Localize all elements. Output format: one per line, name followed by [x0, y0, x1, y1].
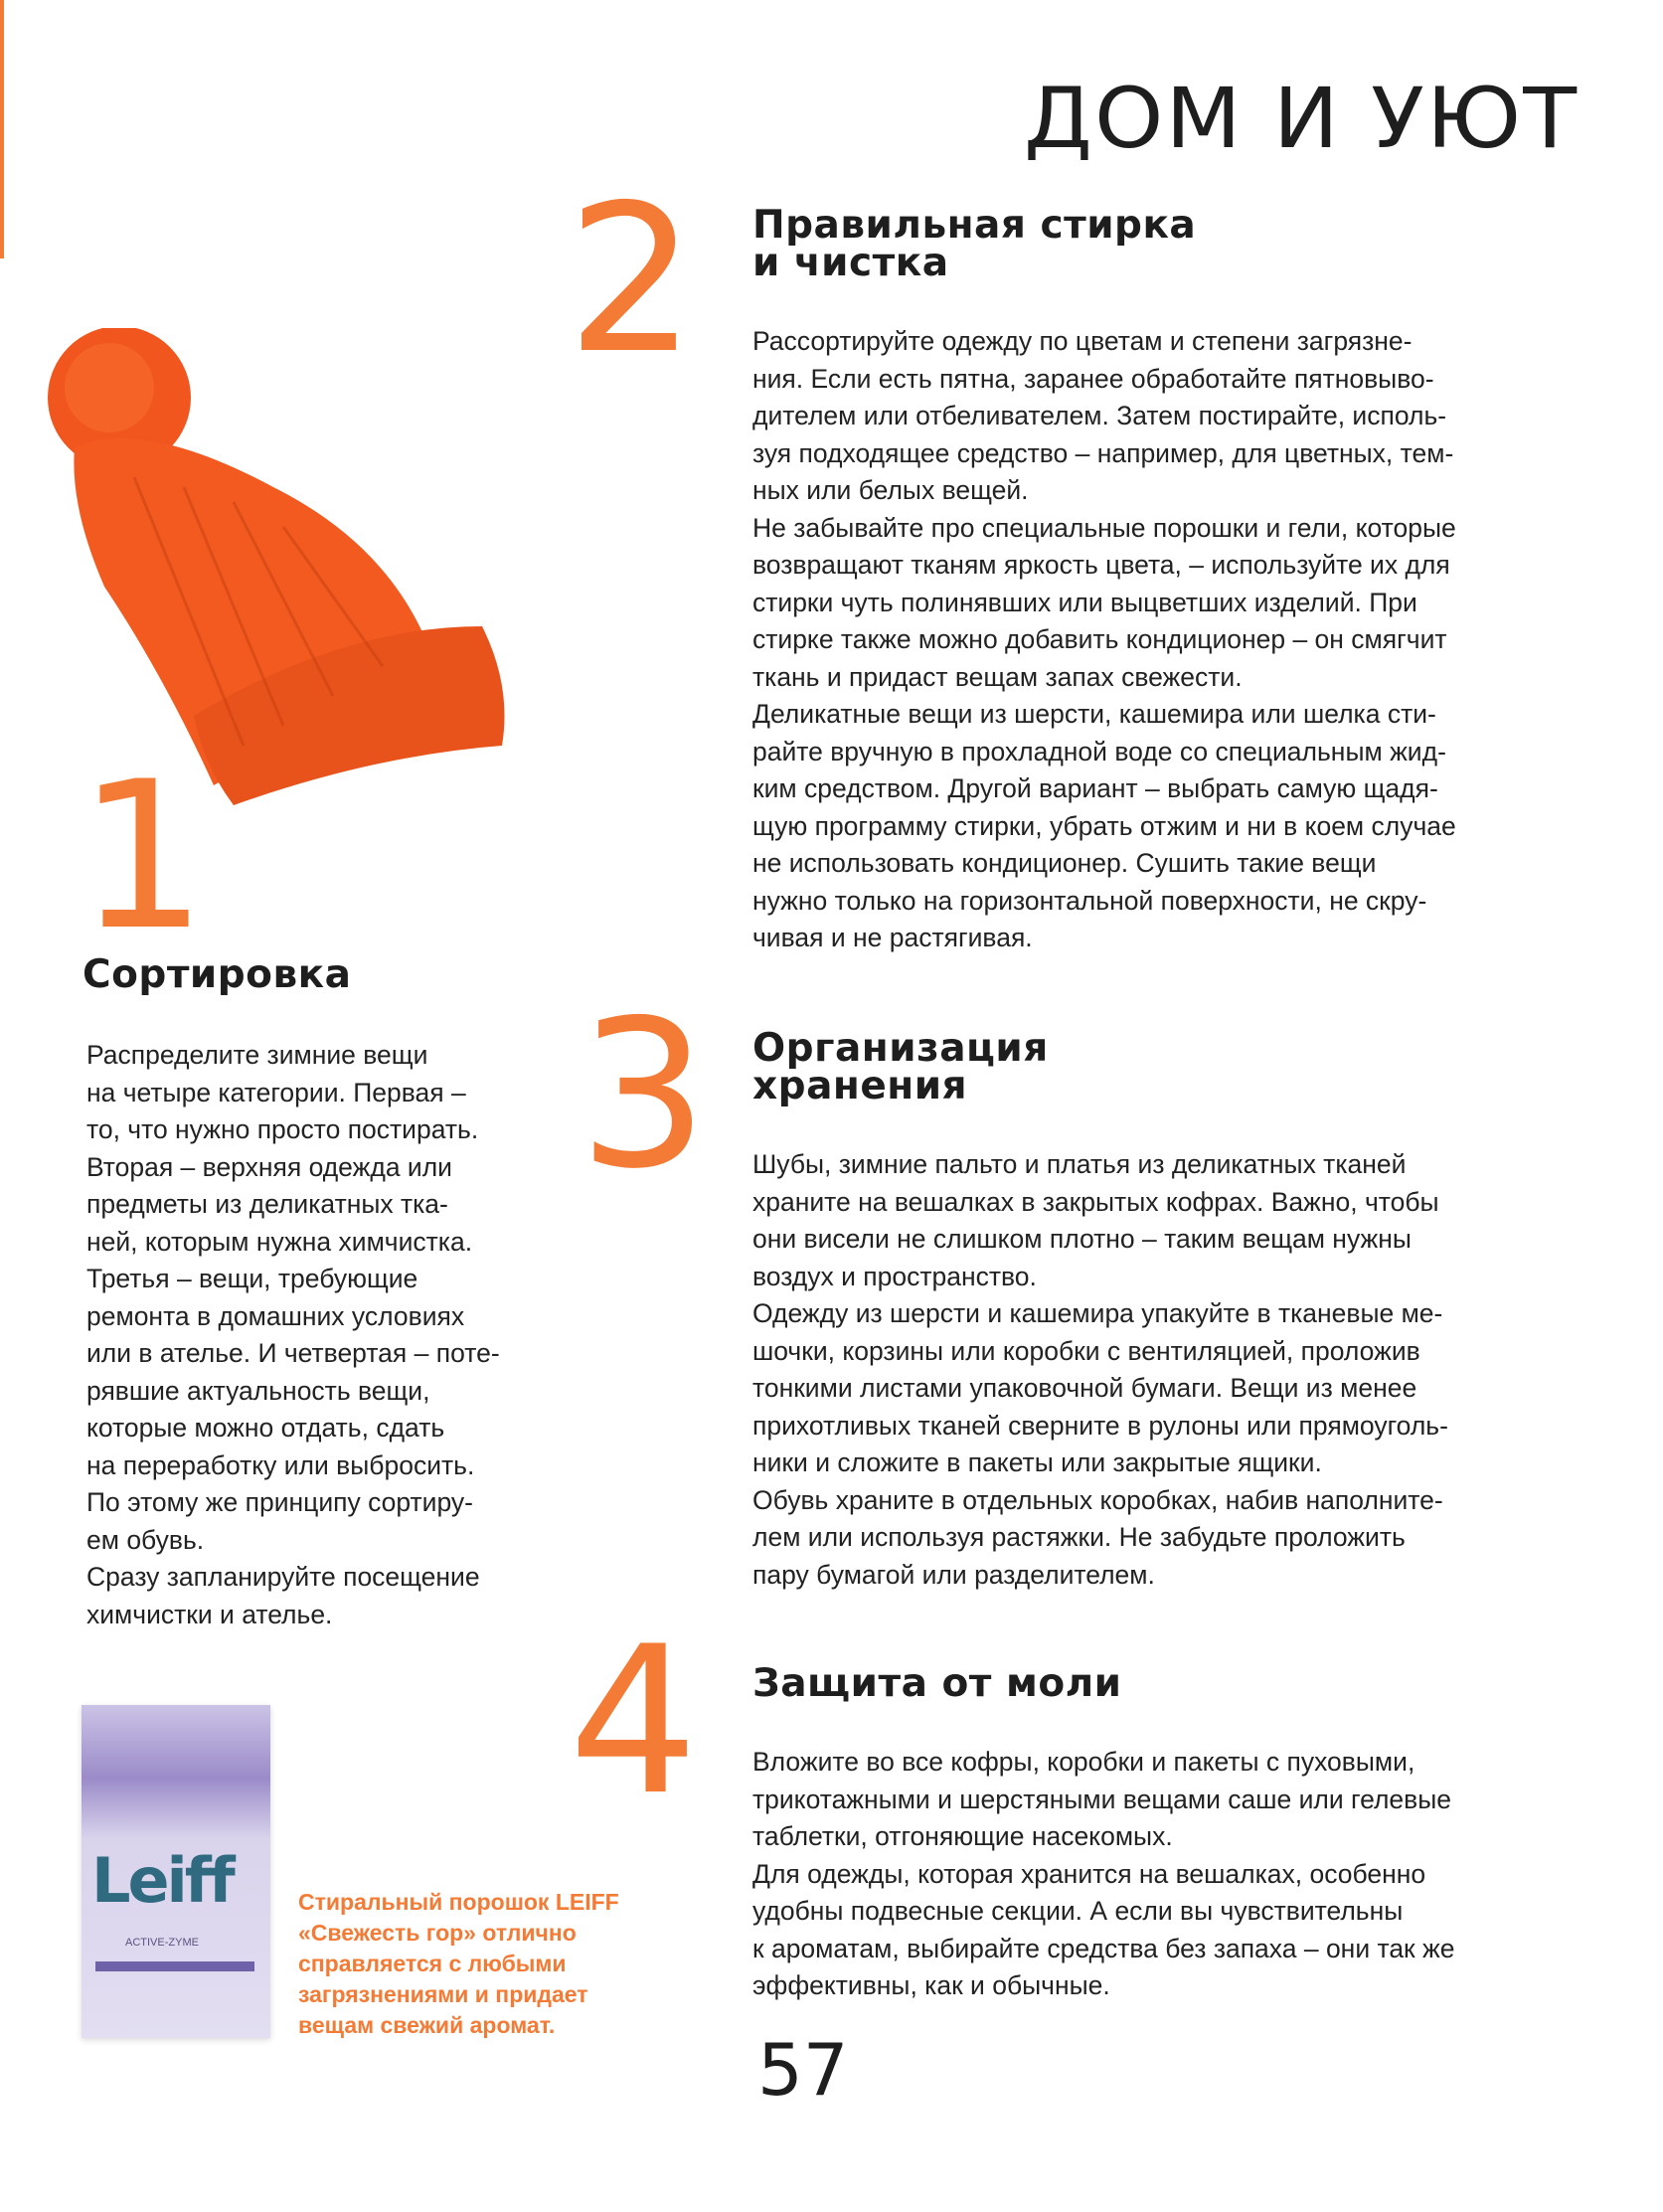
text-line: тонкими листами упаковочной бумаги. Вещи из менее [752, 1373, 1417, 1403]
text-line: рявшие актуальность вещи, [86, 1375, 430, 1406]
text-line: химчистки и ателье. [86, 1599, 333, 1629]
text-line: Шубы, зимние пальто и платья из деликатных тканей [752, 1149, 1407, 1179]
text-line: Не забывайте про специальные порошки и гели, которые [752, 512, 1456, 543]
text-line: ния. Если есть пятна, заранее обработайте пятновыво- [752, 363, 1434, 394]
text-line: пару бумагой или разделителем. [752, 1559, 1155, 1590]
text-line: справляется с любыми [298, 1951, 567, 1976]
text-line: загрязнениями и придает [298, 1981, 588, 2007]
product-label: ACTIVE-ZYME [125, 1937, 199, 1949]
product-logo: Leiff [91, 1844, 233, 1917]
section-number-2: 2 [567, 162, 697, 399]
page-number: 57 [757, 2028, 849, 2112]
text-line: Вторая – верхняя одежда или [86, 1151, 452, 1182]
text-line: к ароматам, выбирайте средства без запаха – они так же [752, 1933, 1455, 1963]
text-line: прихотливых тканей сверните в рулоны или прямоуголь- [752, 1410, 1448, 1441]
text-line: ткань и придаст вещам запах свежести. [752, 661, 1243, 692]
text-line: то, что нужно просто постирать. [86, 1114, 479, 1144]
text-line: щую программу стирки, убрать отжим и ни в коем случае [752, 810, 1456, 841]
text-line: предметы из деликатных тка- [86, 1189, 448, 1219]
text-line: храните на вешалках в закрытых кофрах. Важно, чтобы [752, 1186, 1439, 1217]
section-number-4: 4 [569, 1604, 699, 1840]
text-line: ных или белых вещей. [752, 475, 1029, 505]
text-line: дителем или отбеливателем. Затем постирайте, исполь- [752, 401, 1447, 430]
text-line: ремонта в домашних условиях [86, 1300, 465, 1331]
text-line: или в ателье. И четвертая – поте- [86, 1338, 500, 1368]
text-line: ники и сложите в пакеты или закрытые ящики. [752, 1447, 1322, 1477]
section-heading-4: Защита от моли [752, 1661, 1122, 1706]
text-line: воздух и пространство. [752, 1261, 1037, 1291]
section-number-3: 3 [579, 977, 709, 1214]
text-line: Третья – вещи, требующие [86, 1264, 418, 1293]
text-line: По этому же принципу сортиру- [86, 1487, 473, 1517]
knitted-hat-image [15, 328, 512, 805]
text-line: лем или используя растяжки. Не забудьте проложить [752, 1522, 1406, 1552]
text-line: Для одежды, которая хранится на вешалках, особенно [752, 1858, 1426, 1889]
accent-strip [0, 0, 4, 258]
section-body-2 [752, 323, 1456, 957]
text-line: Деликатные вещи из шерсти, кашемира или шелка сти- [752, 699, 1436, 729]
text-line: Рассортируйте одежду по цветам и степени загрязне- [752, 326, 1413, 356]
text-line: ней, которым нужна химчистка. [86, 1226, 473, 1257]
text-line: Распределите зимние вещи [86, 1040, 428, 1070]
text-line: они висели не слишком плотно – таким вещам нужны [752, 1224, 1412, 1254]
text-line: зуя подходящее средство – например, для цветных, тем- [752, 437, 1454, 468]
text-line: Обувь храните в отдельных коробках, набив наполните- [752, 1484, 1443, 1515]
text-line: эффективны, как и обычные. [752, 1970, 1110, 2000]
text-line: Стиральный порошок LEIFF [298, 1889, 619, 1915]
text-line: не использовать кондиционер. Сушить такие вещи [752, 848, 1377, 878]
text-line: райте вручную в прохладной воде со специальным жид- [752, 736, 1446, 766]
text-line: стирке также можно добавить кондиционер – он смягчит [752, 624, 1447, 654]
text-line: которые можно отдать, сдать [86, 1413, 445, 1443]
text-line: таблетки, отгоняющие насекомых. [752, 1821, 1173, 1851]
section-number-1: 1 [78, 739, 208, 975]
text-line: Сразу запланируйте посещение [86, 1562, 480, 1592]
text-line: «Свежесть гор» отлично [298, 1920, 577, 1946]
text-line: вещам свежий аромат. [298, 2012, 556, 2038]
text-line: ем обувь. [86, 1524, 205, 1555]
text-line: стирки чуть полинявших или выцветших изделий. При [752, 587, 1417, 617]
section-title: ДОМ И УЮТ [1024, 70, 1580, 167]
section-heading-3: Организация хранения [752, 1026, 1049, 1108]
text-line: Одежду из шерсти и кашемира упакуйте в тканевые ме- [752, 1298, 1443, 1328]
text-line: на четыре категории. Первая – [86, 1077, 466, 1107]
product-band [95, 1961, 254, 1971]
text-line: на переработку или выбросить. [86, 1449, 475, 1480]
detergent-product-image [82, 1705, 270, 2038]
section-body-3 [752, 1146, 1448, 1594]
text-line: возвращают тканям яркость цвета, – используйте их для [752, 550, 1450, 580]
text-line: трикотажными и шерстяными вещами саше или гелевые [752, 1784, 1452, 1814]
section-heading-1: Сортировка [83, 952, 352, 997]
text-line: шочки, корзины или коробки с вентиляцией, проложив [752, 1335, 1420, 1366]
text-line: чивая и не растягивая. [752, 923, 1033, 952]
section-body-4 [752, 1744, 1454, 2005]
text-line: удобны подвесные секции. А если вы чувствительны [752, 1896, 1404, 1926]
section-heading-2: Правильная стирка и чистка [752, 203, 1197, 285]
text-line: Вложите во все кофры, коробки и пакеты с пуховыми, [752, 1747, 1415, 1777]
product-caption [298, 1887, 619, 2041]
text-line: ким средством. Другой вариант – выбрать самую щадя- [752, 773, 1438, 803]
section-body-1 [86, 1037, 500, 1633]
text-line: нужно только на горизонтальной поверхности, не скру- [752, 885, 1427, 916]
